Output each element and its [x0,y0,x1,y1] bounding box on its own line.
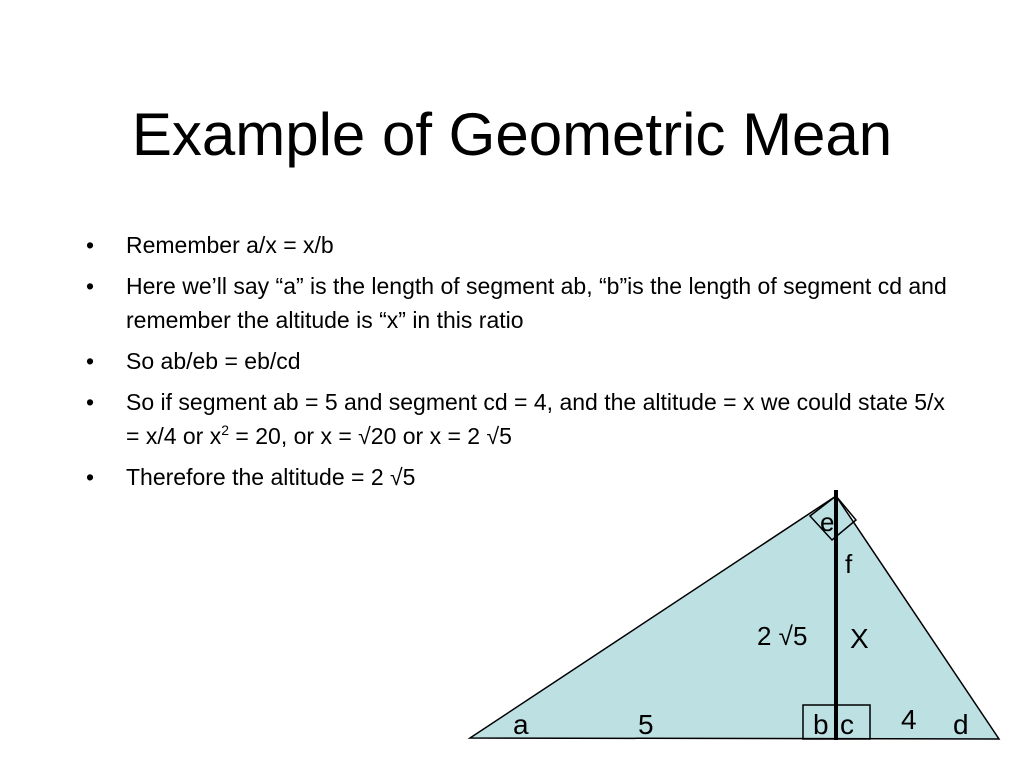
label-x: X [850,623,869,654]
label-b: b [813,709,829,740]
bullet-dot: • [86,389,95,415]
label-e: e [820,507,835,537]
triangle-shape [470,496,999,739]
superscript-exponent: 2 [221,422,230,438]
label-altitude-value: 2 √5 [757,621,808,651]
slide-title: Example of Geometric Mean [131,101,893,168]
bullet-text: So ab/eb = eb/cd [126,348,301,374]
label-ab-length: 5 [638,709,654,740]
bullet-dot: • [86,348,95,374]
bullet-text: Remember a/x = x/b [126,232,334,258]
label-cd-length: 4 [901,704,917,735]
bullet-text-part: So if segment ab = 5 and segment cd = 4, and the altitude = x we could state 5/x = x/4 or x [126,389,945,449]
bullet-text: Therefore the altitude = 2 √5 [126,464,416,490]
bullet-dot: • [86,232,95,258]
bullet-text-part: = 20, or x = √20 or x = 2 √5 [229,423,512,449]
label-d: d [953,709,969,740]
bullet-dot: • [86,273,95,299]
bullet-dot: • [86,464,95,490]
label-f: f [845,549,853,579]
label-a: a [513,709,529,740]
bullet-text: Here we’ll say “a” is the length of segment ab, “b”is the length of segment cd and remember the altitude is “x” in this ratio [126,273,947,333]
label-c: c [840,709,854,740]
